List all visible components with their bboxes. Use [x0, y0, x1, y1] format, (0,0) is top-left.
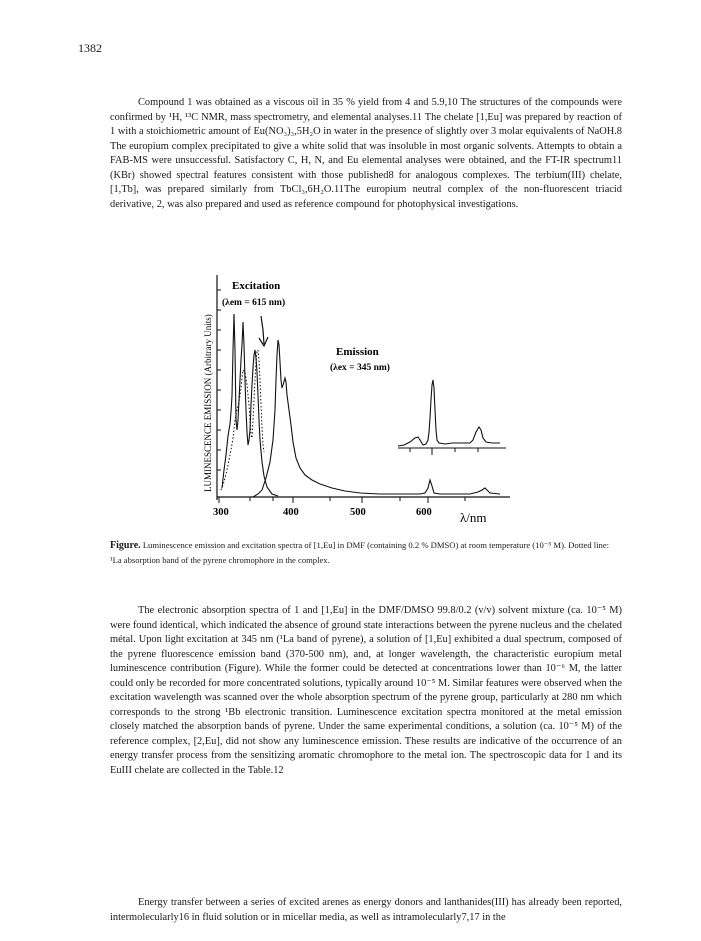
caption-text: Luminescence emission and excitation spectra of [1,Eu] in DMF (containing 0.2 % DMSO) at room temperature (10⁻⁵ M). Dotted line: ¹La absorption band of the pyrene chromophore in the complex. [110, 540, 610, 565]
y-ticks [217, 290, 221, 470]
excitation-arrow [259, 316, 268, 346]
x-tick-600: 600 [416, 507, 432, 518]
absorption-curve [221, 350, 264, 490]
x-tick-400: 400 [283, 507, 299, 518]
emission-inset-curve [398, 380, 500, 446]
paragraph-1: Compound 1 was obtained as a viscous oil in 35 % yield from 4 and 5.9,10 The structures of the compounds were confirmed by ¹H, ¹³C NMR, mass spectrometry, and elemental analyses.11 The chelate [1,Eu] was prepared by reaction of 1 with a stoichiometric amount of Eu(NO₃)₃,5H₂O in water in the presence of slightly over 3 molar equivalents of NaOH.8 The europium complex precipitated to give a white solid that was insoluble in most organic solvents. Attempts to obtain a FAB-MS were unsuccessful. Satisfactory C, H, N, and Eu elemental analyses were obtained, and the FT-IR spectrum11 (KBr) showed spectral features consistent with those published8 for analogous complexes. The terbium(III) chelate, [1,Tb], was prepared similarly from TbCl₃,6H₂O.11The europium neutral complex of the non-fluorescent triacid derivative, 2, was also prepared and used as reference compound for photophysical investigations. [110, 97, 622, 210]
x-axis-unit: λ/nm [460, 510, 487, 525]
y-axis-label: LUMINESCENCE EMISSION (Arbitrary Units) [203, 314, 213, 492]
figure-caption [110, 538, 622, 567]
emission-title: Emission [336, 346, 379, 358]
emission-param: (λex = 345 nm) [330, 363, 390, 373]
caption-label: Figure. [110, 540, 141, 551]
paragraph-3: Energy transfer between a series of excited arenes as energy donors and lanthanides(III) has already been reported, intermolecularly16 in fluid solution or in micellar media, as well as intramolecularly7,17 in the [110, 897, 622, 923]
x-ticks [219, 497, 465, 503]
inset-ticks [410, 448, 478, 455]
page-number: 1382 [78, 41, 102, 55]
excitation-title: Excitation [232, 280, 281, 292]
x-tick-300: 300 [213, 507, 229, 518]
excitation-curve [222, 314, 278, 496]
x-tick-500: 500 [350, 507, 366, 518]
excitation-param: (λem = 615 nm) [222, 298, 286, 308]
paragraph-2: The electronic absorption spectra of 1 and [1,Eu] in the DMF/DMSO 99.8/0.2 (v/v) solvent mixture (ca. 10⁻⁵ M) were found identical, which indicated the absence of ground state interactions between the pyrene nucleus and the chelated métal. Upon light excitation at 345 nm (¹La band of pyrene), a solution of [1,Eu] exhibited a dual spectrum, composed of the pyrene fluorescence emission band (370-500 nm), and, at longer wavelength, the characteristic europium metal luminescence contribution (Figure). While the former could be detected at concentrations lower than 10⁻⁶ M, the latter could only be recorded for more concentrated solutions, typically around 10⁻⁵ M. Similar features were observed when the excitation wavelength was scanned over the whole absorption spectrum of the pyrene group, particularly at 280 nm which corresponds to the strong ¹Bb electronic transition. Luminescence excitation spectra monitored at the metal emission closely matched the absorption bands of pyrene. Under the same experimental conditions, a solution (ca. 10⁻⁵ M) of the reference complex, [2,Eu], did not show any luminescence emission. These results are indicative of the occurrence of an energy transfer process from the sensitizing aromatic chromophore to the metal ion. The spectroscopic data for 1 and its EuIII chelate are collected in the Table.12 [110, 605, 622, 776]
